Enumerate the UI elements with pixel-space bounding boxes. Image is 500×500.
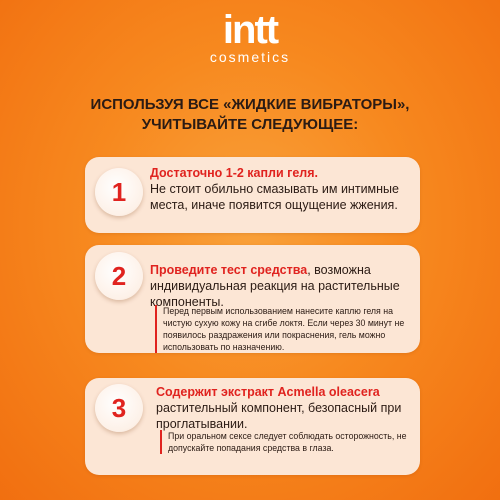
brand-logo — [0, 10, 500, 64]
tip-text-1 — [150, 165, 415, 213]
tip-number-badge-2: 2 — [95, 252, 143, 300]
tip-text-3 — [156, 384, 411, 432]
tip-number-badge-3: 3 — [95, 384, 143, 432]
tip-body-2: , возможна индивидуальная реакция на растительные компоненты. — [150, 263, 400, 309]
tip-body-1: Не стоит обильно смазывать им интимные места, иначе появится ощущение жжения. — [150, 182, 399, 212]
heading-line-2: УЧИТЫВАЙТЕ СЛЕДУЮЩЕЕ: — [141, 116, 359, 133]
brand-name: intt — [222, 8, 278, 52]
page-heading — [0, 95, 500, 135]
brand-subtitle: cosmetics — [209, 49, 291, 65]
tip-highlight-1: Достаточно 1-2 капли геля. — [150, 166, 319, 180]
tip-body-3: растительный компонент, безопасный при проглатывании. — [156, 401, 402, 431]
tip-highlight-3: Содержит экстракт Acmella oleacera — [156, 385, 380, 399]
tip-text-2 — [150, 262, 415, 310]
tip-number-badge-1: 1 — [95, 168, 143, 216]
tip-note-3: При оральном сексе следует соблюдать осторожность, не допускайте попадания средства в глаза. — [160, 430, 418, 454]
heading-line-1: ИСПОЛЬЗУЯ ВСЕ «ЖИДКИЕ ВИБРАТОРЫ», — [90, 96, 410, 113]
tip-note-2: Перед первым использованием нанесите каплю геля на чистую сухую кожу на сгибе локтя. Если через 30 минут не появилось раздражения или покраснения, гель можно использовать по назначению. — [155, 305, 421, 353]
tip-highlight-2: Проведите тест средства — [150, 263, 308, 277]
